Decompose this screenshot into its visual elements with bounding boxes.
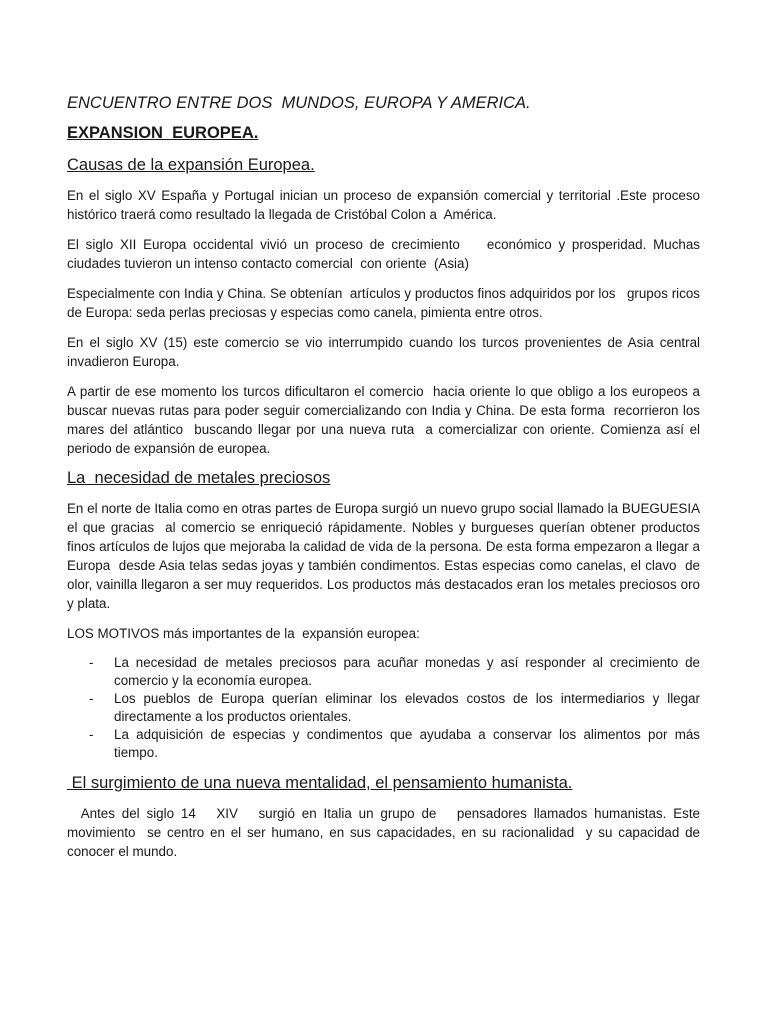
bullet-dash: -	[89, 691, 94, 706]
bullet-dash: -	[89, 655, 94, 670]
bullet-dash: -	[89, 727, 94, 742]
list-item-text: La necesidad de metales preciosos para acuñar monedas y así responder al crecimiento de comercio y la economía europea.	[114, 655, 700, 688]
list-item	[67, 690, 700, 726]
document-page	[67, 94, 708, 872]
section-heading-humanismo: El surgimiento de una nueva mentalidad, el pensamiento humanista.	[67, 774, 573, 792]
section-heading-causas: Causas de la expansión Europea.	[67, 156, 315, 174]
paragraph: En el siglo XV España y Portugal inician un proceso de expansión comercial y territorial .Este proceso histórico traerá como resultado la llegada de Cristóbal Colon a América.	[67, 188, 704, 222]
paragraph: A partir de ese momento los turcos dificultaron el comercio hacia oriente lo que obligo a los europeos a buscar nuevas rutas para poder seguir comercializando con India y China. De esta forma recorrieron los mares del atlántico buscando llegar por una nueva ruta a comercializar con oriente. Comienza así el periodo de expansión de europea.	[67, 384, 704, 456]
list-item-text: Los pueblos de Europa querían eliminar los elevados costos de los intermediarios y llegar directamente a los productos orientales.	[114, 691, 700, 724]
list-item-text: La adquisición de especias y condimentos que ayudaba a conservar los alimentos por más tiempo.	[114, 727, 700, 760]
paragraph: En el siglo XV (15) este comercio se vio interrumpido cuando los turcos provenientes de Asia central invadieron Europa.	[67, 335, 704, 369]
section-heading-metales: La necesidad de metales preciosos	[67, 469, 331, 487]
paragraph: El siglo XII Europa occidental vivió un proceso de crecimiento económico y prosperidad. Muchas ciudades tuvieron un intenso contacto comercial con oriente (Asia)	[67, 237, 704, 271]
paragraph: Especialmente con India y China. Se obtenían artículos y productos finos adquiridos por los grupos ricos de Europa: seda perlas preciosas y especias como canela, pimienta entre otros.	[67, 286, 704, 320]
list-item	[67, 654, 700, 690]
paragraph: En el norte de Italia como en otras partes de Europa surgió un nuevo grupo social llamado la BUEGUESIA el que gracias al comercio se enriqueció rápidamente. Nobles y burgueses querían obtener productos finos artículos de lujos que mejoraba la calidad de vida de la persona. De esta forma empezaron a llegar a Europa desde Asia telas sedas joyas y también condimentos. Estas especias como canelas, el clavo de olor, vainilla llegaron a ser muy requeridos. Los productos más destacados eran los metales preciosos oro y plata.	[67, 501, 708, 611]
motivos-intro: LOS MOTIVOS más importantes de la expansión europea:	[67, 626, 420, 641]
expansion-heading: EXPANSION EUROPEA.	[67, 124, 259, 142]
motivos-list	[67, 654, 700, 762]
paragraph: Antes del siglo 14 XIV surgió en Italia un grupo de pensadores llamados humanistas. Este movimiento se centro en el ser humano, en sus capacidades, en su racionalidad y su capacidad de conocer el mundo.	[67, 806, 704, 859]
document-title: ENCUENTRO ENTRE DOS MUNDOS, EUROPA Y AMERICA.	[67, 94, 531, 112]
list-item	[67, 726, 700, 762]
